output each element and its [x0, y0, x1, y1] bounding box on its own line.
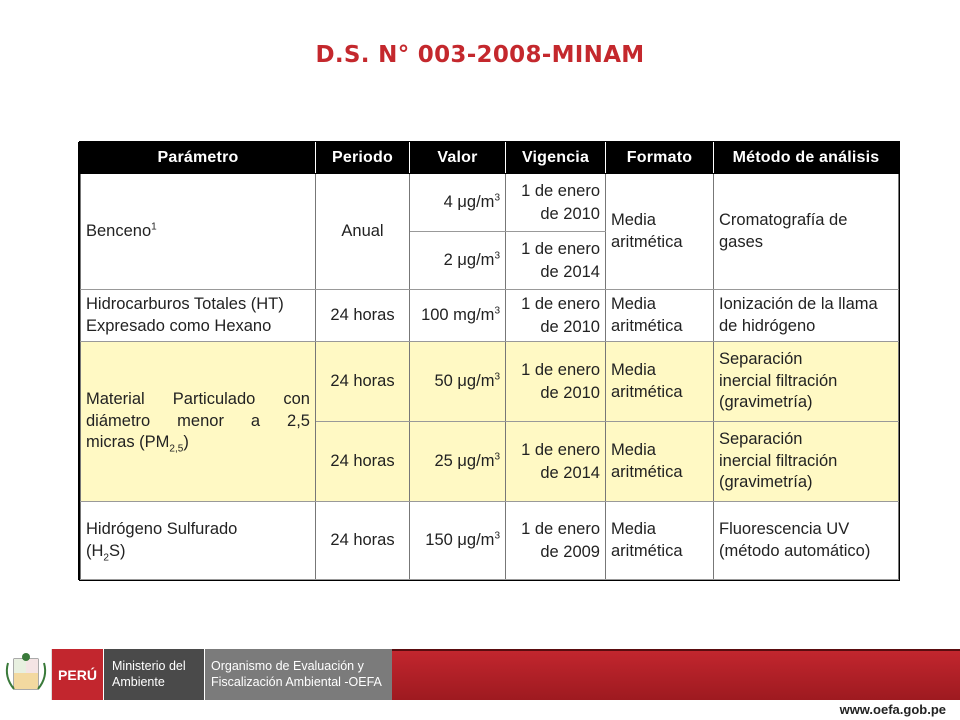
param-hidrogeno-sulfurado: Hidrógeno Sulfurado $(H_2S)$: [81, 502, 316, 580]
formato-cell: Media aritmética: [606, 290, 714, 342]
standards-table: [80, 142, 899, 580]
header-parametro: Parámetro: [81, 143, 316, 174]
vigencia-cell: 1 de enero de 2014: [506, 232, 606, 290]
param-material-particulado: Material Particulado con diámetro menor a 2,5 micras $(PM_{2,5})$: [81, 342, 316, 502]
valor-cell: 2 $\mu g/m^3$: [410, 232, 506, 290]
header-metodo: Método de análisis: [714, 143, 899, 174]
periodo-cell: 24 horas: [316, 422, 410, 502]
vigencia-cell: 1 de enero de 2009: [506, 502, 606, 580]
table-header-row: [81, 143, 899, 174]
periodo-cell: 24 horas: [316, 290, 410, 342]
param-hidrocarburos: Hidrocarburos Totales (HT) Expresado como Hexano: [81, 290, 316, 342]
metodo-cell: Separación inercial filtración (gravimetría): [714, 422, 899, 502]
header-formato: Formato: [606, 143, 714, 174]
ministerio-label: Ministerio del Ambiente: [104, 649, 204, 700]
valor-cell: 100 $mg/m^3$: [410, 290, 506, 342]
valor-cell: 25 $\mu g/m^3$: [410, 422, 506, 502]
formato-cell: Media aritmética: [606, 502, 714, 580]
metodo-cell: Fluorescencia UV (método automático): [714, 502, 899, 580]
table-row: [81, 174, 899, 232]
formato-cell: Media aritmética: [606, 342, 714, 422]
header-valor: Valor: [410, 143, 506, 174]
table-row: [81, 290, 899, 342]
header-vigencia: Vigencia: [506, 143, 606, 174]
valor-cell: 4 $\mu g/m^3$: [410, 174, 506, 232]
valor-cell: 50 $\mu g/m^3$: [410, 342, 506, 422]
metodo-cell: Ionización de la llama de hidrógeno: [714, 290, 899, 342]
param-benceno: Benceno$^1$: [81, 174, 316, 290]
metodo-cell: Separación inercial filtración (gravimetría): [714, 342, 899, 422]
vigencia-cell: 1 de enero de 2010: [506, 342, 606, 422]
vigencia-cell: 1 de enero de 2010: [506, 174, 606, 232]
valor-cell: 150 $\mu g/m^3$: [410, 502, 506, 580]
metodo-cell: Cromatografía de gases: [714, 174, 899, 290]
periodo-cell: Anual: [316, 174, 410, 290]
header-periodo: Periodo: [316, 143, 410, 174]
formato-cell: Media aritmética: [606, 422, 714, 502]
peru-shield-icon: [0, 649, 52, 700]
page-title: D.S. N° 003-2008-MINAM: [315, 42, 645, 68]
vigencia-cell: 1 de enero de 2010: [506, 290, 606, 342]
periodo-cell: 24 horas: [316, 342, 410, 422]
table-row: [81, 502, 899, 580]
table-row: [81, 342, 899, 422]
vigencia-cell: 1 de enero de 2014: [506, 422, 606, 502]
footer-bottom: [0, 700, 960, 720]
periodo-cell: 24 horas: [316, 502, 410, 580]
website-url: www.oefa.gob.pe: [839, 702, 946, 717]
organismo-label: Organismo de Evaluación y Fiscalización Ambiental -OEFA: [204, 649, 392, 700]
peru-label: PERÚ: [52, 649, 104, 700]
formato-cell: Media aritmética: [606, 174, 714, 290]
